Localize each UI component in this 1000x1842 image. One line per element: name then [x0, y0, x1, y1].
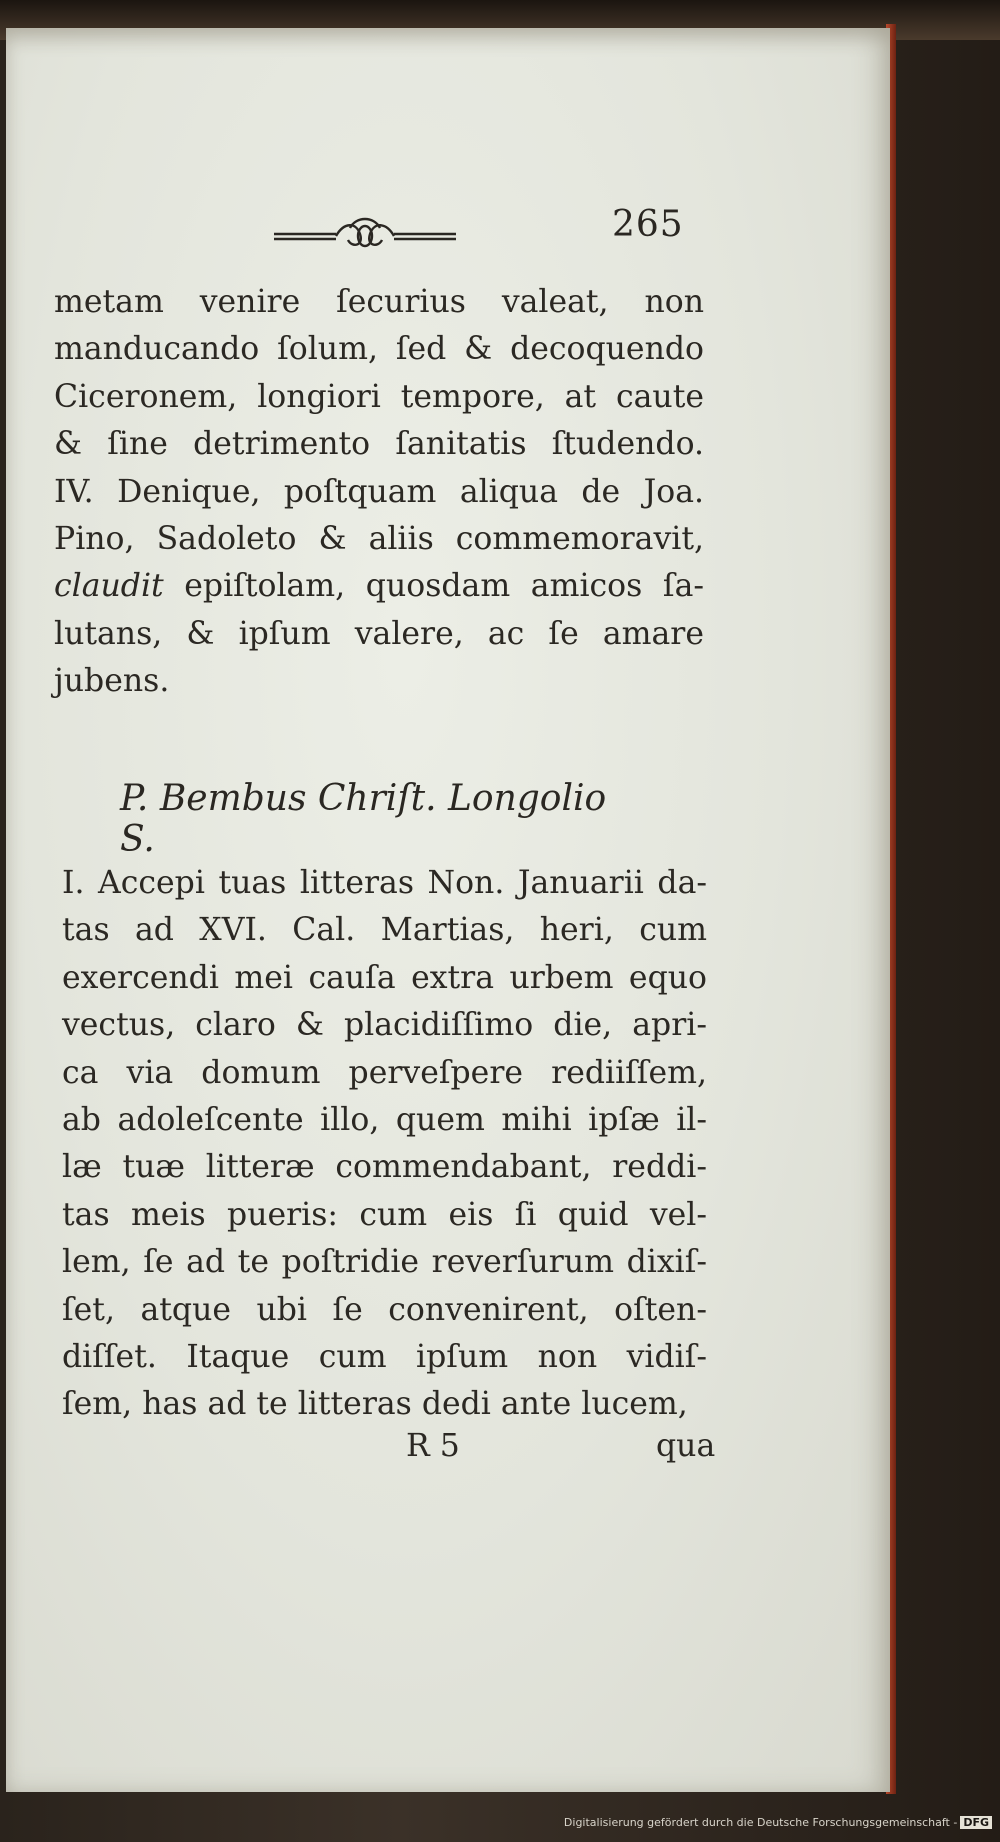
text-line: exercendi mei cauſa extra urbem equo: [62, 959, 707, 996]
page-footer: [0, 1428, 1000, 1478]
body-paragraph: [54, 279, 704, 706]
text-line: ſem, has ad te litteras dedi ante lucem,: [62, 1386, 688, 1423]
signature-mark: R 5: [406, 1428, 460, 1464]
text-line: lutans, & ipſum valere, ac ſe amare: [54, 615, 704, 652]
text-line: vectus, claro & placidiſſimo die, apri-: [62, 1007, 707, 1044]
text-line: lem, ſe ad te poſtridie reverſurum dixiſ-: [62, 1244, 707, 1281]
text-line: tas meis pueris: cum eis ſi quid vel-: [62, 1196, 707, 1233]
credit-text: Digitalisierung gefördert durch die Deutsche Forschungsgemeinschaft -: [563, 1816, 958, 1829]
text-line: I. Accepi tuas litteras Non. Januarii da-: [62, 865, 707, 901]
digitization-credit: [564, 1816, 992, 1829]
text-line: & ſine detrimento ſanitatis ſtudendo.: [54, 426, 704, 463]
text-line: Pino, Sadoleto & aliis commemoravit,: [54, 520, 704, 557]
text-line: ab adoleſcente illo, quem mihi ipſæ il-: [62, 1101, 707, 1138]
letter-body: [62, 860, 707, 1429]
text-line: IV. Denique, poſtquam aliqua de Joa.: [54, 473, 704, 510]
dfg-logo: DFG: [960, 1816, 992, 1829]
ornamental-rule-icon: [272, 214, 458, 254]
letter-heading: P. Bembus Chriſt. Longolio S.: [120, 778, 607, 860]
emphasis-word: claudit: [54, 568, 164, 605]
text-line: ca via domum perveſpere rediiſſem,: [62, 1054, 707, 1091]
text-line: metam venire ſecurius valeat, non: [54, 284, 704, 320]
page-number: 265: [612, 204, 684, 245]
text-line: Ciceronem, longiori tempore, at caute: [54, 378, 704, 415]
running-header: [0, 200, 1000, 260]
text-line: claudit epiſtolam, quosdam amicos ſa-: [54, 568, 704, 605]
text-line: diſſet. Itaque cum ipſum non vidiſ-: [62, 1338, 707, 1375]
text-line: manducando ſolum, ſed & decoquendo: [54, 331, 704, 368]
catchword: qua: [656, 1428, 716, 1464]
text-line: læ tuæ litteræ commendabant, reddi-: [62, 1149, 707, 1186]
text-line: tas ad XVI. Cal. Martias, heri, cum: [62, 912, 707, 949]
text-line: jubens.: [54, 663, 170, 700]
text-line: ſet, atque ubi ſe convenirent, oſten-: [62, 1291, 707, 1328]
